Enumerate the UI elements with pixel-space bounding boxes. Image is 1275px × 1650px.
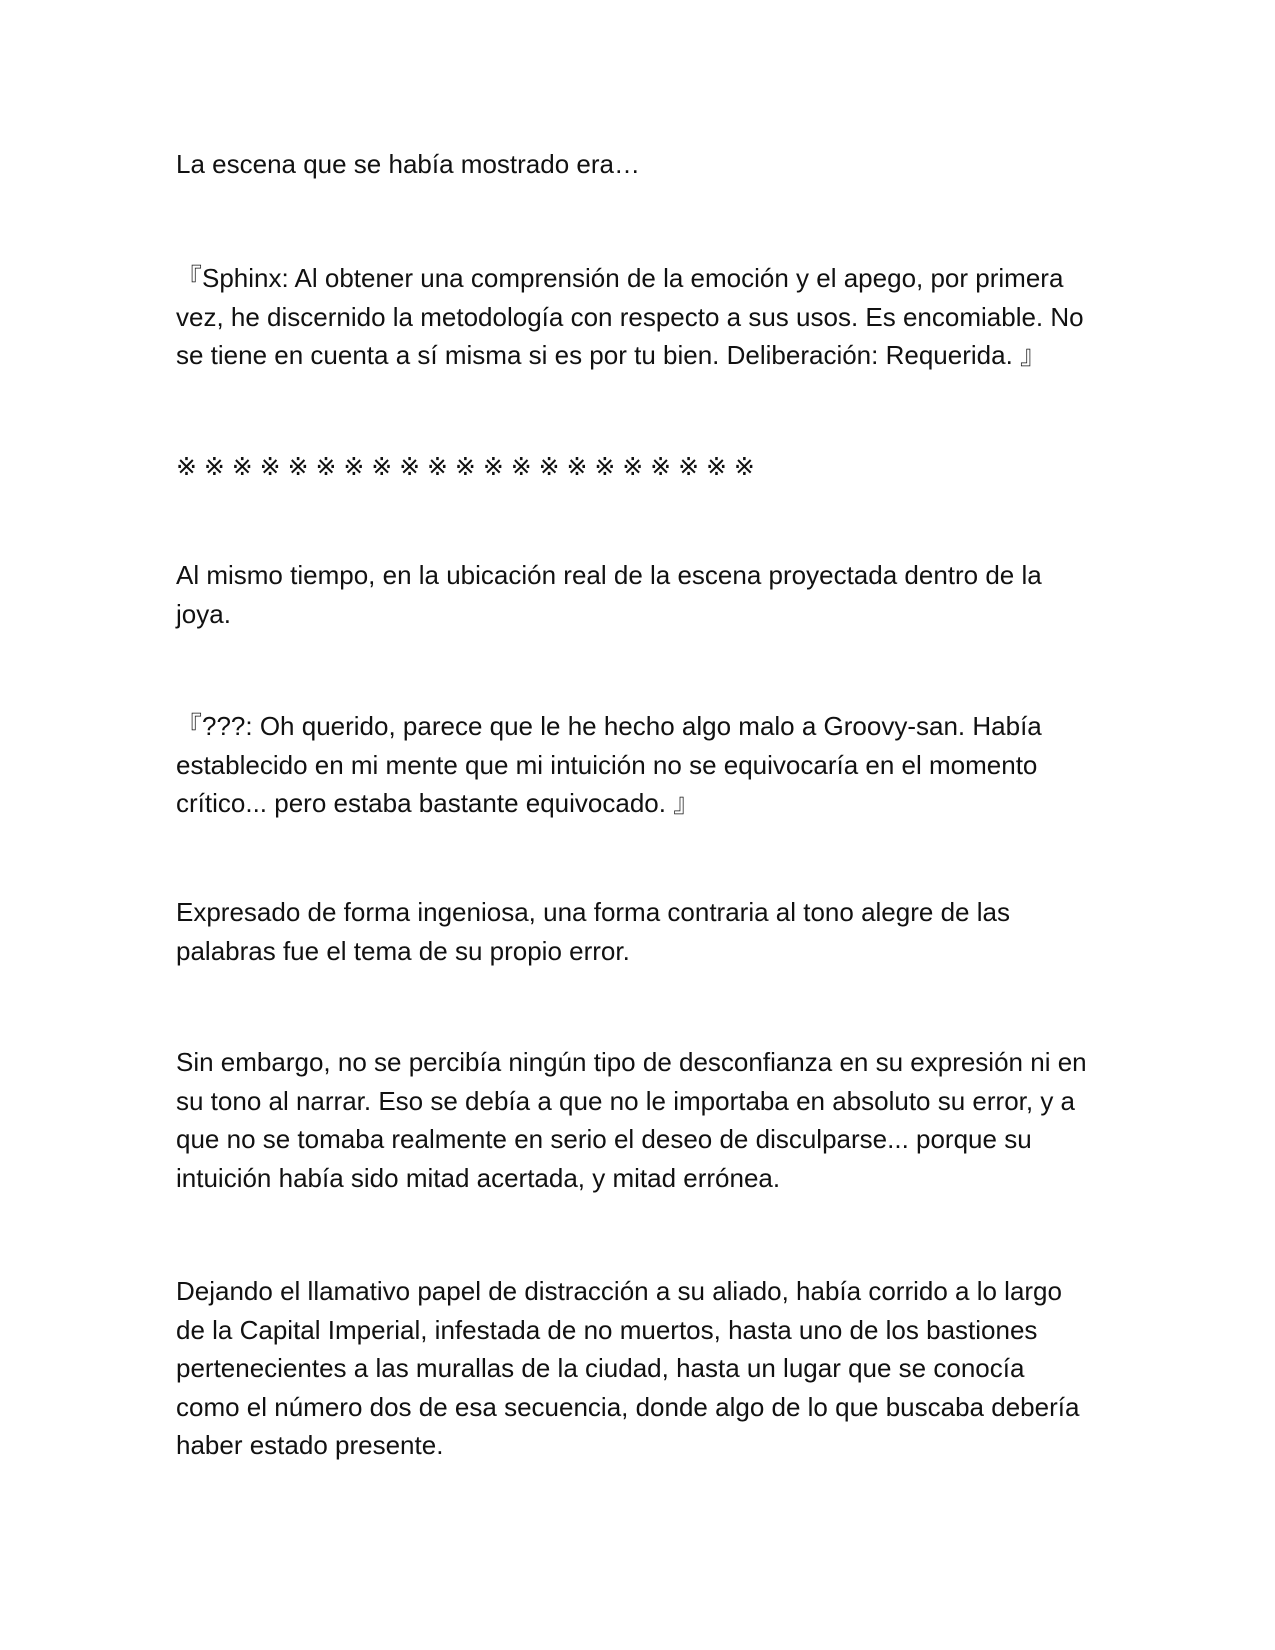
separator-line: ※ ※ ※ ※ ※ ※ ※ ※ ※ ※ ※ ※ ※ ※ ※ ※ ※ ※ ※ ※ ※ xyxy=(176,453,755,481)
paragraph-expressed xyxy=(176,893,1106,970)
text-line: establecido en mi mente que mi intuición no se equivocaría en el momento xyxy=(176,749,1038,780)
text-line: su tono al narrar. Eso se debía a que no le importaba en absoluto su error, y a xyxy=(176,1085,1076,1116)
text-line: intuición había sido mitad acertada, y mitad errónea. xyxy=(176,1162,781,1193)
text-line: como el número dos de esa secuencia, donde algo de lo que buscaba debería xyxy=(176,1391,1080,1422)
text-line: La escena que se había mostrado era… xyxy=(176,149,640,179)
text-line: crítico... pero estaba bastante equivocado. 』 xyxy=(176,788,700,818)
text-line: pertenecientes a las murallas de la ciudad, hasta un lugar que se conocía xyxy=(176,1353,1025,1383)
text-line: que no se tomaba realmente en serio el deseo de disculparse... porque su xyxy=(176,1124,1032,1154)
text-line: Dejando el llamativo papel de distracción a su aliado, había corrido a lo largo xyxy=(176,1276,1062,1306)
scene-break-separator xyxy=(176,448,1106,487)
text-line: se tiene en cuenta a sí misma si es por tu bien. Deliberación: Requerida. 』 xyxy=(176,340,1047,370)
text-line: Expresado de forma ingeniosa, una forma contraria al tono alegre de las xyxy=(176,897,1010,927)
text-line: haber estado presente. xyxy=(176,1430,444,1460)
text-line: palabras fue el tema de su propio error. xyxy=(176,935,630,966)
text-line: 『???: Oh querido, parece que le he hecho algo malo a Groovy-san. Había xyxy=(176,711,1042,741)
paragraph-leaving xyxy=(176,1272,1106,1465)
paragraph-intro xyxy=(176,145,1106,184)
text-line: 『Sphinx: Al obtener una comprensión de la emoción y el apego, por primera xyxy=(176,263,1064,293)
text-line: Sin embargo, no se percibía ningún tipo de desconfianza en su expresión ni en xyxy=(176,1047,1087,1077)
paragraph-however xyxy=(176,1043,1106,1197)
paragraph-location xyxy=(176,556,1106,633)
paragraph-sphinx-dialogue xyxy=(176,259,1106,375)
text-line: de la Capital Imperial, infestada de no muertos, hasta uno de los bastiones xyxy=(176,1314,1038,1345)
text-line: Al mismo tiempo, en la ubicación real de la escena proyectada dentro de la xyxy=(176,560,1042,590)
paragraph-unknown-dialogue xyxy=(176,707,1106,823)
text-line: joya. xyxy=(176,598,231,629)
text-line: vez, he discernido la metodología con respecto a sus usos. Es encomiable. No xyxy=(176,301,1084,332)
